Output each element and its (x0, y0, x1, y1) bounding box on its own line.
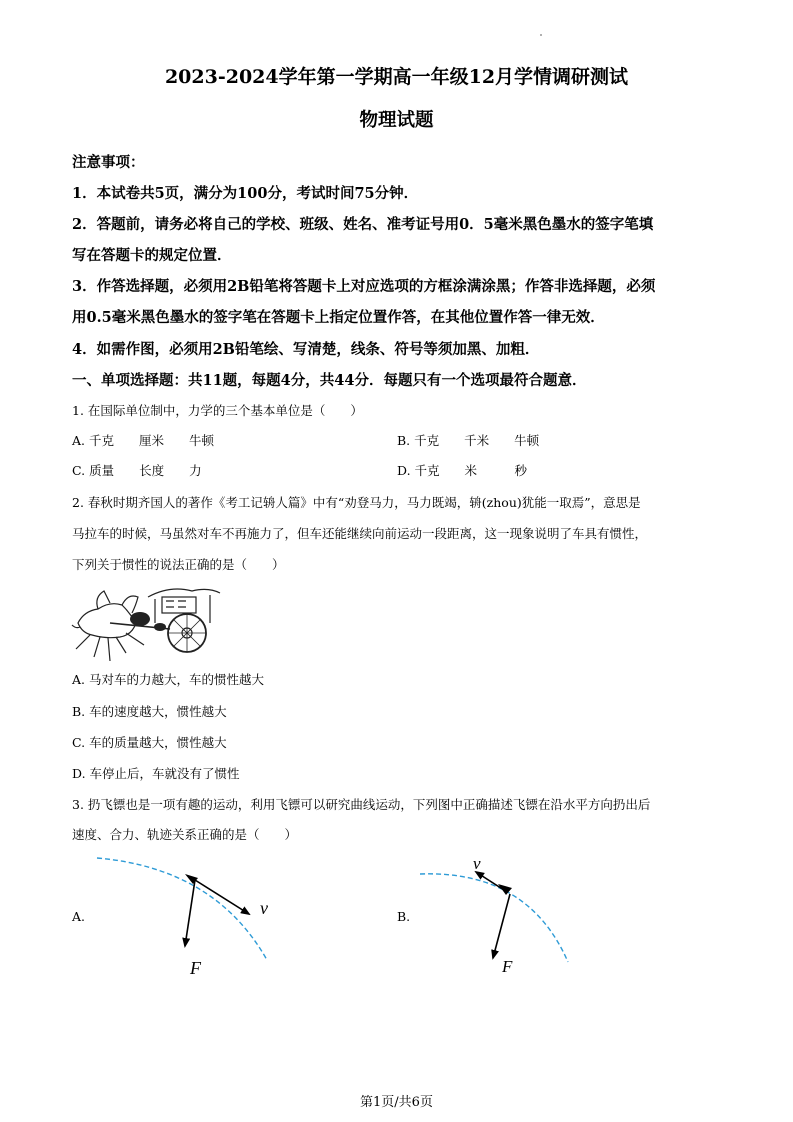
q2-option-d: D. 车停止后，车就没有了惯性 (72, 766, 240, 781)
q3-figure-b (418, 850, 578, 980)
q3-option-a-label: A. (72, 909, 86, 924)
trajectory-b (420, 874, 568, 962)
note-3-cont: 用0.5毫米黑色墨水的签字笔在答题卡上指定位置作答，在其他位置作答一律无效． (72, 309, 605, 326)
q3-option-b-label: B. (397, 909, 411, 924)
velocity-arrow-a (195, 880, 249, 914)
exam-title: 2023-2024学年第一学期高一年级12月学情调研测试 (164, 66, 629, 88)
q2-stem-line3: 下列关于惯性的说法正确的是（ ） (72, 557, 285, 572)
corner-dot (540, 34, 542, 36)
q2-stem-line2: 马拉车的时候，马虽然对车不再施力了，但车还能继续向前运动一段距离，这一现象说明了车具有惯性， (72, 526, 648, 541)
note-1: 1．本试卷共5页，满分为100分，考试时间75分钟． (72, 185, 419, 202)
force-arrow-b (493, 894, 510, 958)
q3-figure-a (95, 848, 285, 978)
q3-stem-line1: 3. 扔飞镖也是一项有趣的运动，利用飞镖可以研究曲线运动，下列图中正确描述飞镖在沿水平方向扔出后 (72, 797, 651, 812)
section1-heading: 一、单项选择题：共11题，每题4分，共44分．每题只有一个选项最符合题意． (72, 372, 587, 389)
label-f-b: F (502, 957, 513, 976)
q1-stem: 1. 在国际单位制中，力学的三个基本单位是（ ） (72, 403, 363, 418)
label-v-b: v (473, 854, 481, 873)
page-footer: 第1页/共6页 (360, 1095, 433, 1110)
q2-option-a: A. 马对车的力越大，车的惯性越大 (72, 672, 264, 687)
q2-stem-line1: 2. 春秋时期齐国人的著作《考工记辀人篇》中有“劝登马力，马力既竭，辀(zhou)犹能一取焉”，意思是 (72, 495, 641, 510)
horse-chariot-illustration (70, 583, 225, 665)
note-3: 3．作答选择题，必须用2B铅笔将答题卡上对应选项的方框涂满涂黑；作答非选择题，必须 (72, 278, 656, 295)
q2-option-c: C. 车的质量越大，惯性越大 (72, 735, 227, 750)
force-arrow-a (185, 880, 195, 946)
note-2-cont: 写在答题卡的规定位置． (72, 247, 232, 264)
note-4: 4．如需作图，必须用2B铅笔绘、写清楚，线条、符号等须加黑、加粗． (72, 341, 540, 358)
label-f-a: F (190, 958, 201, 978)
exam-subtitle: 物理试题 (359, 110, 434, 131)
q1-option-c: C. 质量 长度 力 (72, 463, 202, 478)
q3-stem-line2: 速度、合力、轨迹关系正确的是（ ） (72, 827, 298, 842)
notes-heading: 注意事项： (72, 154, 145, 171)
dart-b (498, 884, 512, 895)
note-2: 2．答题前，请务必将自己的学校、班级、姓名、准考证号用0．5毫米黑色墨水的签字笔填 (72, 216, 654, 233)
dart-a (185, 874, 198, 884)
q2-option-b: B. 车的速度越大，惯性越大 (72, 704, 227, 719)
q1-option-d: D. 千克 米 秒 (397, 463, 528, 478)
q1-option-b: B. 千克 千米 牛顿 (397, 433, 540, 448)
q1-option-a: A. 千克 厘米 牛顿 (72, 433, 214, 448)
label-v-a: v (260, 898, 268, 918)
